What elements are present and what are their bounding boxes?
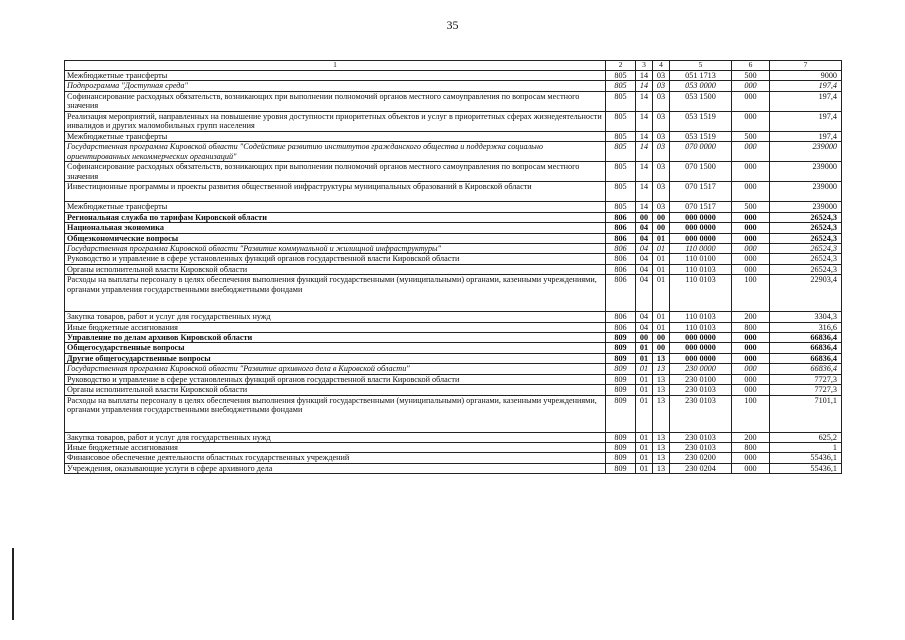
row-value-cell: 03 <box>653 131 670 141</box>
row-value-cell: 7727,3 <box>770 385 842 395</box>
row-value-cell: 01 <box>636 443 653 453</box>
row-name-cell: Региональная служба по тарифам Кировской области <box>65 212 606 222</box>
row-value-cell: 806 <box>606 275 636 312</box>
row-value-cell: 805 <box>606 91 636 111</box>
row-value-cell: 239000 <box>770 142 842 162</box>
row-value-cell: 000 <box>732 223 770 233</box>
row-value-cell: 051 1713 <box>670 71 732 81</box>
row-value-cell: 110 0103 <box>670 275 732 312</box>
table-row <box>65 111 842 131</box>
row-value-cell: 805 <box>606 131 636 141</box>
row-value-cell: 053 1500 <box>670 91 732 111</box>
row-value-cell: 01 <box>636 374 653 384</box>
row-value-cell: 01 <box>636 463 653 473</box>
row-value-cell: 01 <box>653 275 670 312</box>
row-value-cell: 809 <box>606 395 636 432</box>
table-row <box>65 212 842 222</box>
row-value-cell: 9000 <box>770 71 842 81</box>
row-name-cell: Общеэкономические вопросы <box>65 233 606 243</box>
row-value-cell: 13 <box>653 453 670 463</box>
row-value-cell: 04 <box>636 312 653 322</box>
row-value-cell: 230 0103 <box>670 395 732 432</box>
row-value-cell: 000 0000 <box>670 223 732 233</box>
row-name-cell: Межбюджетные трансферты <box>65 71 606 81</box>
column-header: 6 <box>732 61 770 71</box>
row-value-cell: 500 <box>732 131 770 141</box>
row-value-cell: 03 <box>653 142 670 162</box>
row-value-cell: 500 <box>732 202 770 212</box>
row-value-cell: 110 0103 <box>670 264 732 274</box>
column-header: 7 <box>770 61 842 71</box>
row-name-cell: Расходы на выплаты персоналу в целях обеспечения выполнения функций государственными (муниципальными) органами, казенными учреждениями, органами управления государственными внебюджетными фондами <box>65 275 606 312</box>
row-value-cell: 230 0103 <box>670 385 732 395</box>
table-row <box>65 223 842 233</box>
row-value-cell: 197,4 <box>770 111 842 131</box>
row-value-cell: 000 0000 <box>670 343 732 353</box>
row-value-cell: 230 0200 <box>670 453 732 463</box>
row-value-cell: 03 <box>653 182 670 202</box>
row-name-cell: Межбюджетные трансферты <box>65 202 606 212</box>
table-row <box>65 443 842 453</box>
row-value-cell: 806 <box>606 223 636 233</box>
row-value-cell: 000 <box>732 364 770 374</box>
row-value-cell: 805 <box>606 182 636 202</box>
row-value-cell: 01 <box>653 264 670 274</box>
column-header: 3 <box>636 61 653 71</box>
row-value-cell: 000 <box>732 353 770 363</box>
row-name-cell: Государственная программа Кировской области "Содействие развитию институтов гражданского общества и поддержка социально ориентированных некоммерческих организаций" <box>65 142 606 162</box>
table-row <box>65 254 842 264</box>
row-name-cell: Иные бюджетные ассигнования <box>65 322 606 332</box>
row-value-cell: 805 <box>606 162 636 182</box>
row-value-cell: 04 <box>636 254 653 264</box>
table-row <box>65 71 842 81</box>
table-row <box>65 463 842 473</box>
row-value-cell: 809 <box>606 374 636 384</box>
table-row <box>65 364 842 374</box>
row-name-cell: Иные бюджетные ассигнования <box>65 443 606 453</box>
table-row <box>65 322 842 332</box>
table-row <box>65 275 842 312</box>
row-value-cell: 000 <box>732 91 770 111</box>
row-value-cell: 22903,4 <box>770 275 842 312</box>
row-value-cell: 26524,3 <box>770 264 842 274</box>
row-value-cell: 806 <box>606 212 636 222</box>
row-value-cell: 01 <box>653 312 670 322</box>
row-value-cell: 197,4 <box>770 81 842 91</box>
row-value-cell: 500 <box>732 71 770 81</box>
row-value-cell: 01 <box>653 233 670 243</box>
row-value-cell: 000 <box>732 264 770 274</box>
row-value-cell: 1 <box>770 443 842 453</box>
row-value-cell: 04 <box>636 243 653 253</box>
row-value-cell: 316,6 <box>770 322 842 332</box>
row-name-cell: Межбюджетные трансферты <box>65 131 606 141</box>
row-value-cell: 13 <box>653 463 670 473</box>
row-name-cell: Национальная экономика <box>65 223 606 233</box>
header-row <box>65 61 842 71</box>
row-value-cell: 7727,3 <box>770 374 842 384</box>
row-name-cell: Инвестиционные программы и проекты развития общественной инфраструктуры муниципальных образований в Кировской области <box>65 182 606 202</box>
row-value-cell: 13 <box>653 385 670 395</box>
row-value-cell: 230 0103 <box>670 443 732 453</box>
column-header: 2 <box>606 61 636 71</box>
row-value-cell: 01 <box>653 243 670 253</box>
table-row <box>65 453 842 463</box>
row-value-cell: 809 <box>606 343 636 353</box>
row-value-cell: 805 <box>606 111 636 131</box>
row-value-cell: 04 <box>636 233 653 243</box>
row-value-cell: 26524,3 <box>770 223 842 233</box>
row-value-cell: 100 <box>732 395 770 432</box>
row-value-cell: 000 0000 <box>670 353 732 363</box>
row-name-cell: Подпрограмма "Доступная среда" <box>65 81 606 91</box>
row-value-cell: 230 0204 <box>670 463 732 473</box>
row-value-cell: 13 <box>653 364 670 374</box>
row-value-cell: 14 <box>636 182 653 202</box>
row-value-cell: 03 <box>653 111 670 131</box>
row-value-cell: 26524,3 <box>770 243 842 253</box>
row-value-cell: 809 <box>606 333 636 343</box>
table-row <box>65 312 842 322</box>
table-row <box>65 264 842 274</box>
row-value-cell: 55436,1 <box>770 463 842 473</box>
row-value-cell: 03 <box>653 162 670 182</box>
table-row <box>65 182 842 202</box>
row-value-cell: 800 <box>732 322 770 332</box>
row-value-cell: 13 <box>653 432 670 442</box>
row-value-cell: 14 <box>636 162 653 182</box>
row-value-cell: 000 0000 <box>670 233 732 243</box>
row-value-cell: 01 <box>636 364 653 374</box>
table-row <box>65 131 842 141</box>
row-value-cell: 13 <box>653 374 670 384</box>
row-value-cell: 000 <box>732 233 770 243</box>
row-value-cell: 13 <box>653 443 670 453</box>
row-value-cell: 000 <box>732 254 770 264</box>
row-name-cell: Закупка товаров, работ и услуг для государственных нужд <box>65 432 606 442</box>
row-value-cell: 14 <box>636 131 653 141</box>
row-value-cell: 26524,3 <box>770 233 842 243</box>
table-row <box>65 353 842 363</box>
row-value-cell: 230 0103 <box>670 432 732 442</box>
row-value-cell: 14 <box>636 71 653 81</box>
row-value-cell: 000 <box>732 81 770 91</box>
row-value-cell: 04 <box>636 223 653 233</box>
row-value-cell: 000 <box>732 343 770 353</box>
row-value-cell: 200 <box>732 432 770 442</box>
row-value-cell: 110 0100 <box>670 254 732 264</box>
row-value-cell: 806 <box>606 254 636 264</box>
row-value-cell: 100 <box>732 275 770 312</box>
row-value-cell: 14 <box>636 202 653 212</box>
row-value-cell: 04 <box>636 275 653 312</box>
row-value-cell: 809 <box>606 385 636 395</box>
row-value-cell: 00 <box>653 212 670 222</box>
row-name-cell: Органы исполнительной власти Кировской области <box>65 264 606 274</box>
row-name-cell: Реализация мероприятий, направленных на повышение уровня доступности приоритетных объектов и услуг в приоритетных сферах жизнедеятельности инвалидов и других маломобильных групп населения <box>65 111 606 131</box>
row-value-cell: 03 <box>653 71 670 81</box>
row-value-cell: 110 0000 <box>670 243 732 253</box>
table-row <box>65 385 842 395</box>
row-value-cell: 809 <box>606 453 636 463</box>
row-name-cell: Общегосударственные вопросы <box>65 343 606 353</box>
row-value-cell: 239000 <box>770 162 842 182</box>
row-value-cell: 01 <box>636 353 653 363</box>
row-name-cell: Государственная программа Кировской области "Развитие архивного дела в Кировской области" <box>65 364 606 374</box>
row-value-cell: 805 <box>606 202 636 212</box>
table-row <box>65 202 842 212</box>
row-value-cell: 03 <box>653 91 670 111</box>
row-value-cell: 01 <box>653 254 670 264</box>
row-name-cell: Финансовое обеспечение деятельности областных государственных учреждений <box>65 453 606 463</box>
row-value-cell: 806 <box>606 233 636 243</box>
row-value-cell: 26524,3 <box>770 212 842 222</box>
row-value-cell: 01 <box>653 322 670 332</box>
row-value-cell: 070 1517 <box>670 182 732 202</box>
row-value-cell: 809 <box>606 364 636 374</box>
row-value-cell: 000 <box>732 333 770 343</box>
row-value-cell: 000 <box>732 453 770 463</box>
row-value-cell: 809 <box>606 432 636 442</box>
table-row <box>65 142 842 162</box>
row-value-cell: 00 <box>653 343 670 353</box>
row-value-cell: 000 <box>732 385 770 395</box>
column-header: 5 <box>670 61 732 71</box>
row-value-cell: 809 <box>606 443 636 453</box>
row-value-cell: 26524,3 <box>770 254 842 264</box>
row-value-cell: 14 <box>636 142 653 162</box>
row-value-cell: 13 <box>653 395 670 432</box>
row-value-cell: 809 <box>606 353 636 363</box>
row-value-cell: 66836,4 <box>770 353 842 363</box>
row-value-cell: 03 <box>653 81 670 91</box>
table-row <box>65 81 842 91</box>
row-name-cell: Закупка товаров, работ и услуг для государственных нужд <box>65 312 606 322</box>
table-row <box>65 91 842 111</box>
row-value-cell: 000 <box>732 162 770 182</box>
row-value-cell: 806 <box>606 264 636 274</box>
table-row <box>65 432 842 442</box>
column-header: 4 <box>653 61 670 71</box>
row-value-cell: 00 <box>636 333 653 343</box>
page-number: 35 <box>446 18 459 32</box>
row-value-cell: 070 1500 <box>670 162 732 182</box>
table-row <box>65 374 842 384</box>
row-value-cell: 000 <box>732 463 770 473</box>
row-value-cell: 66836,4 <box>770 343 842 353</box>
row-name-cell: Руководство и управление в сфере установленных функций органов государственной власти Кировской области <box>65 254 606 264</box>
row-value-cell: 55436,1 <box>770 453 842 463</box>
row-value-cell: 806 <box>606 243 636 253</box>
row-value-cell: 01 <box>636 385 653 395</box>
row-name-cell: Руководство и управление в сфере установленных функций органов государственной власти Кировской области <box>65 374 606 384</box>
row-value-cell: 13 <box>653 353 670 363</box>
table-row <box>65 162 842 182</box>
row-value-cell: 053 0000 <box>670 81 732 91</box>
row-value-cell: 110 0103 <box>670 312 732 322</box>
row-value-cell: 809 <box>606 463 636 473</box>
row-value-cell: 00 <box>653 333 670 343</box>
row-value-cell: 66836,4 <box>770 333 842 343</box>
row-value-cell: 197,4 <box>770 131 842 141</box>
row-value-cell: 000 <box>732 182 770 202</box>
row-value-cell: 3304,3 <box>770 312 842 322</box>
row-value-cell: 053 1519 <box>670 111 732 131</box>
row-name-cell: Управление по делам архивов Кировской области <box>65 333 606 343</box>
margin-mark <box>12 548 14 620</box>
table-row <box>65 343 842 353</box>
row-value-cell: 230 0100 <box>670 374 732 384</box>
row-value-cell: 14 <box>636 111 653 131</box>
row-value-cell: 625,2 <box>770 432 842 442</box>
row-value-cell: 110 0103 <box>670 322 732 332</box>
row-value-cell: 14 <box>636 91 653 111</box>
row-value-cell: 000 <box>732 142 770 162</box>
row-value-cell: 070 1517 <box>670 202 732 212</box>
budget-table <box>64 60 842 474</box>
row-value-cell: 239000 <box>770 182 842 202</box>
row-value-cell: 66836,4 <box>770 364 842 374</box>
row-value-cell: 14 <box>636 81 653 91</box>
table-row <box>65 395 842 432</box>
row-name-cell: Софинансирование расходных обязательств, возникающих при выполнении полномочий органов местного самоуправления по вопросам местного значения <box>65 162 606 182</box>
column-header: 1 <box>65 61 606 71</box>
row-value-cell: 000 <box>732 374 770 384</box>
row-value-cell: 00 <box>653 223 670 233</box>
row-value-cell: 03 <box>653 202 670 212</box>
table-row <box>65 233 842 243</box>
row-value-cell: 053 1519 <box>670 131 732 141</box>
row-value-cell: 805 <box>606 81 636 91</box>
row-value-cell: 070 0000 <box>670 142 732 162</box>
table-row <box>65 333 842 343</box>
row-value-cell: 04 <box>636 322 653 332</box>
row-value-cell: 230 0000 <box>670 364 732 374</box>
row-value-cell: 805 <box>606 71 636 81</box>
row-name-cell: Расходы на выплаты персоналу в целях обеспечения выполнения функций государственными (муниципальными) органами, казенными учреждениями, органами управления государственными внебюджетными фондами <box>65 395 606 432</box>
row-value-cell: 00 <box>636 212 653 222</box>
row-value-cell: 000 0000 <box>670 212 732 222</box>
row-name-cell: Учреждения, оказывающие услуги в сфере архивного дела <box>65 463 606 473</box>
row-value-cell: 04 <box>636 264 653 274</box>
row-value-cell: 000 <box>732 111 770 131</box>
row-value-cell: 000 <box>732 243 770 253</box>
row-name-cell: Другие общегосударственные вопросы <box>65 353 606 363</box>
row-value-cell: 000 0000 <box>670 333 732 343</box>
row-value-cell: 806 <box>606 312 636 322</box>
row-value-cell: 01 <box>636 395 653 432</box>
row-value-cell: 01 <box>636 453 653 463</box>
row-value-cell: 01 <box>636 343 653 353</box>
row-value-cell: 197,4 <box>770 91 842 111</box>
row-value-cell: 800 <box>732 443 770 453</box>
row-value-cell: 7101,1 <box>770 395 842 432</box>
row-value-cell: 01 <box>636 432 653 442</box>
row-name-cell: Софинансирование расходных обязательств, возникающих при выполнении полномочий органов местного самоуправления по вопросам местного значения <box>65 91 606 111</box>
row-value-cell: 200 <box>732 312 770 322</box>
table-row <box>65 243 842 253</box>
row-value-cell: 239000 <box>770 202 842 212</box>
row-value-cell: 000 <box>732 212 770 222</box>
row-name-cell: Государственная программа Кировской области "Развитие коммунальной и жилищной инфраструктуры" <box>65 243 606 253</box>
row-value-cell: 805 <box>606 142 636 162</box>
row-value-cell: 806 <box>606 322 636 332</box>
row-name-cell: Органы исполнительной власти Кировской области <box>65 385 606 395</box>
